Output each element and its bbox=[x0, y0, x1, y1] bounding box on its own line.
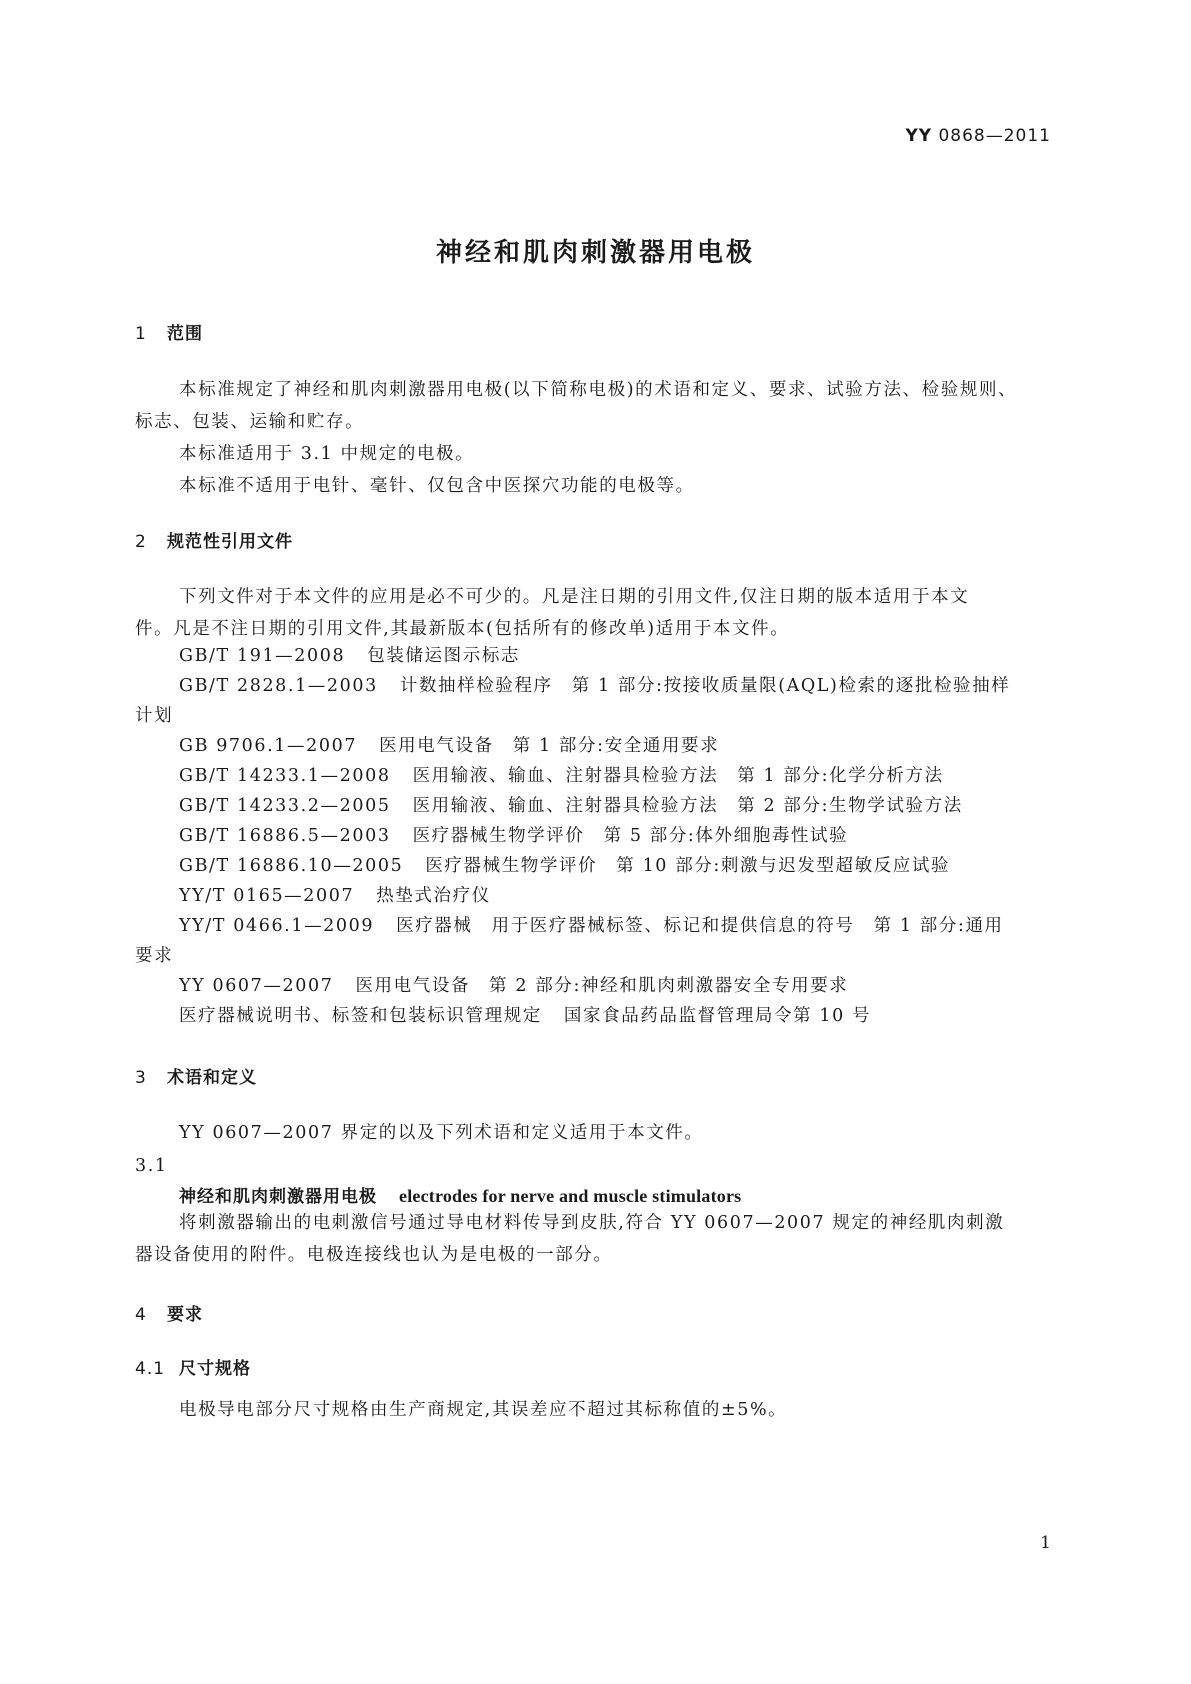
reference-item: GB 9706.1—2007 医用电气设备 第 1 部分:安全通用要求 bbox=[179, 736, 720, 756]
term-definition bbox=[135, 1207, 1057, 1271]
paragraph-continuation: 件。凡是不注日期的引用文件,其最新版本(包括所有的修改单)适用于本文件。 bbox=[135, 619, 790, 639]
paragraph: 将刺激器输出的电刺激信号通过导电材料传导到皮肤,符合 YY 0607—2007 规定的神经肌肉刺激 bbox=[179, 1213, 1005, 1233]
page-number: 1 bbox=[1040, 1533, 1051, 1553]
section-heading-4: 4 要求 bbox=[135, 1305, 203, 1325]
reference-item: GB/T 191—2008 包装储运图示标志 bbox=[179, 646, 521, 666]
paragraph-continuation: 器设备使用的附件。电极连接线也认为是电极的一部分。 bbox=[135, 1245, 613, 1265]
section-2-intro bbox=[135, 581, 1057, 645]
reference-item: YY/T 0466.1—2009 医疗器械 用于医疗器械标签、标记和提供信息的符号 第 1 部分:通用 bbox=[179, 916, 1004, 936]
paragraph: 电极导电部分尺寸规格由生产商规定,其误差应不超过其标称值的±5%。 bbox=[179, 1400, 788, 1420]
paragraph: 本标准规定了神经和肌肉刺激器用电极(以下简称电极)的术语和定义、要求、试验方法、检验规则、 bbox=[179, 380, 1018, 400]
reference-item-continuation: 要求 bbox=[135, 946, 174, 966]
paragraph: 本标准适用于 3.1 中规定的电极。 bbox=[179, 444, 475, 464]
reference-item-continuation: 计划 bbox=[135, 706, 174, 726]
section-1-body bbox=[135, 374, 1057, 502]
paragraph: 本标准不适用于电针、毫针、仅包含中医探穴功能的电极等。 bbox=[179, 476, 695, 496]
section-4-1-body bbox=[135, 1394, 1057, 1426]
term-entry bbox=[179, 1182, 741, 1207]
reference-item: YY/T 0165—2007 热垫式治疗仪 bbox=[179, 886, 491, 906]
paragraph-continuation: 标志、包装、运输和贮存。 bbox=[135, 412, 365, 432]
term-chinese: 神经和肌肉刺激器用电极 bbox=[179, 1187, 377, 1207]
reference-item: GB/T 14233.1—2008 医用输液、输血、注射器具检验方法 第 1 部分:化学分析方法 bbox=[179, 766, 944, 786]
reference-item: YY 0607—2007 医用电气设备 第 2 部分:神经和肌肉刺激器安全专用要求 bbox=[179, 976, 849, 996]
section-heading-1: 1 范围 bbox=[135, 324, 203, 344]
document-title: 神经和肌肉刺激器用电极 bbox=[435, 238, 755, 268]
subsection-heading-4-1: 4.1 尺寸规格 bbox=[135, 1359, 251, 1379]
subsection-number-3-1: 3.1 bbox=[135, 1156, 168, 1176]
section-3-intro bbox=[135, 1117, 1057, 1149]
reference-item: GB/T 2828.1—2003 计数抽样检验程序 第 1 部分:按接收质量限(AQL)检索的逐批检验抽样 bbox=[179, 676, 1011, 696]
section-heading-3: 3 术语和定义 bbox=[135, 1068, 257, 1088]
paragraph: YY 0607—2007 界定的以及下列术语和定义适用于本文件。 bbox=[179, 1123, 704, 1143]
paragraph: 下列文件对于本文件的应用是必不可少的。凡是注日期的引用文件,仅注日期的版本适用于本文 bbox=[179, 587, 970, 607]
reference-item: GB/T 16886.10—2005 医疗器械生物学评价 第 10 部分:刺激与迟发型超敏反应试验 bbox=[179, 856, 951, 876]
reference-list bbox=[135, 641, 1057, 1031]
section-heading-2: 2 规范性引用文件 bbox=[135, 532, 293, 552]
reference-item: 医疗器械说明书、标签和包装标识管理规定 国家食品药品监督管理局令第 10 号 bbox=[179, 1006, 872, 1026]
standard-code: YY 0868—2011 bbox=[905, 126, 1051, 146]
reference-item: GB/T 14233.2—2005 医用输液、输血、注射器具检验方法 第 2 部分:生物学试验方法 bbox=[179, 796, 963, 816]
term-english: electrodes for nerve and muscle stimulators bbox=[399, 1186, 742, 1206]
reference-item: GB/T 16886.5—2003 医疗器械生物学评价 第 5 部分:体外细胞毒性试验 bbox=[179, 826, 849, 846]
